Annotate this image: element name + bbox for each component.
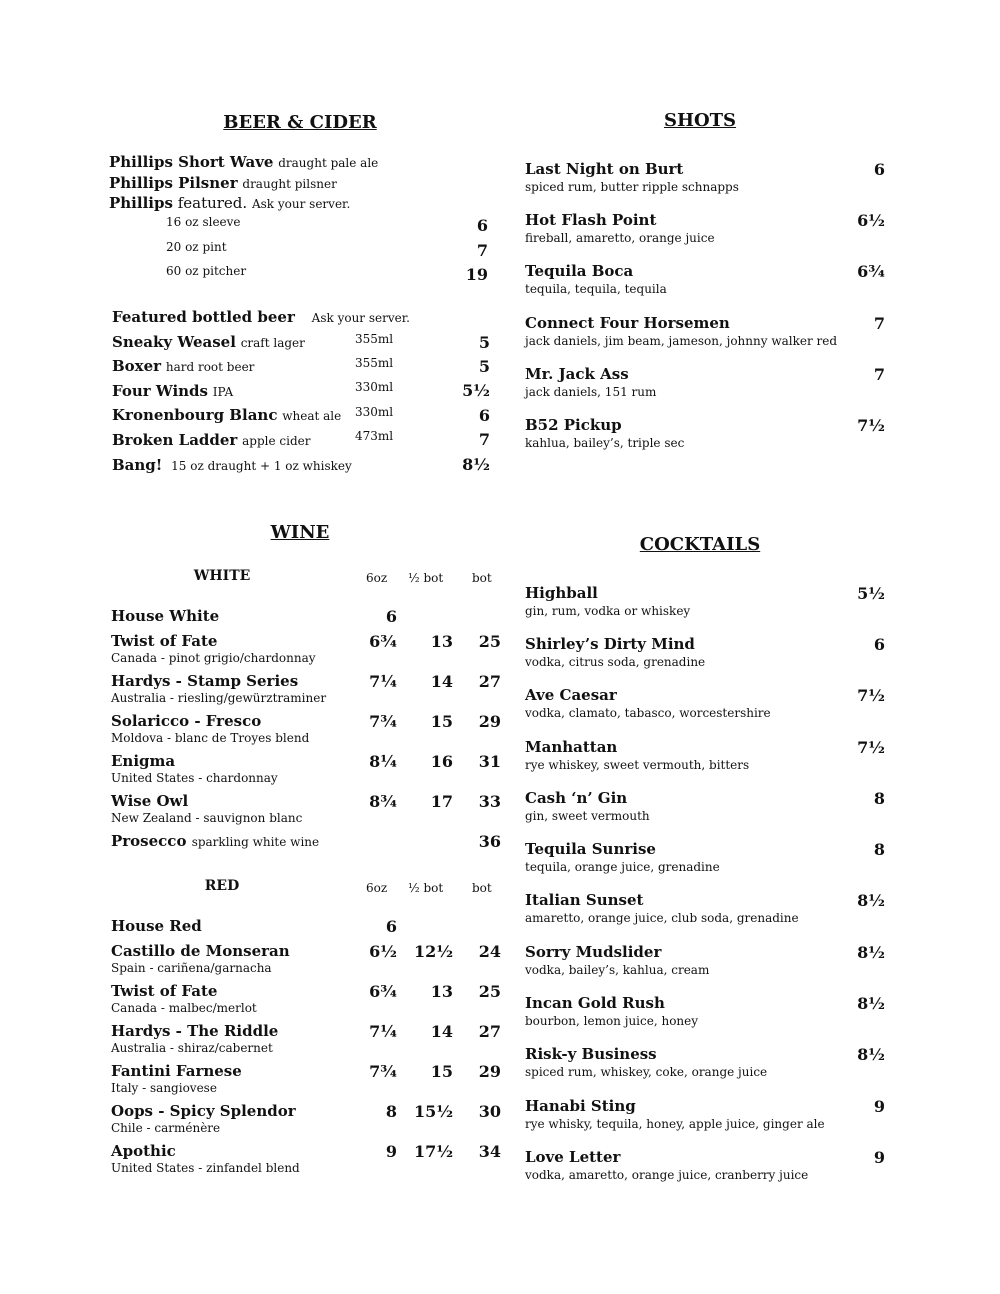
red-subheading: RED — [204, 878, 240, 894]
cocktail-item: Ave Caesar vodka, clamato, tabasco, worcestershire 7½ — [525, 686, 885, 720]
wine-heading: WINE — [270, 522, 330, 543]
phillips-pilsner: Phillips Pilsner draught pilsner — [109, 174, 337, 192]
bottle-volume: 473ml — [355, 429, 394, 443]
shot-item: Hot Flash Point fireball, amaretto, orange juice 6½ — [525, 211, 885, 245]
wine-item: Oops - Spicy Splendor Chile - carménère 8 15½ 30 — [111, 1102, 501, 1135]
wine-item: Twist of Fate Canada - malbec/merlot 6¾ 13 25 — [111, 982, 501, 1015]
col-half-bot: ½ bot — [408, 571, 444, 585]
wine-item: Fantini Farnese Italy - sangiovese 7¾ 15 29 — [111, 1062, 501, 1095]
wine-item: House White 6 — [111, 607, 397, 626]
col-bot: bot — [472, 881, 492, 895]
beer-cider-heading: BEER & CIDER — [223, 112, 377, 133]
wine-item: Hardys - Stamp Series Australia - riesling/gewürztraminer 7¼ 14 27 — [111, 672, 501, 705]
wine-item: House Red 6 — [111, 917, 397, 936]
size-sleeve-price: 6 — [476, 216, 488, 235]
bang-price: 8½ — [462, 455, 490, 474]
cocktail-item: Shirley’s Dirty Mind vodka, citrus soda, grenadine 6 — [525, 635, 885, 669]
cocktail-item: Highball gin, rum, vodka or whiskey 5½ — [525, 584, 885, 618]
col-bot: bot — [472, 571, 492, 585]
cocktail-item: Manhattan rye whiskey, sweet vermouth, bitters 7½ — [525, 738, 885, 772]
wine-item: Enigma United States - chardonnay 8¼ 16 31 — [111, 752, 501, 785]
size-pitcher-price: 19 — [465, 265, 488, 284]
bottle-row: Kronenbourg Blanc wheat ale — [112, 406, 342, 424]
prosecco-item: Prosecco sparkling white wine 36 — [111, 832, 501, 851]
size-pint-price: 7 — [476, 241, 488, 260]
col-6oz: 6oz — [366, 881, 388, 895]
cocktail-item: Sorry Mudslider vodka, bailey’s, kahlua, cream 8½ — [525, 943, 885, 977]
bottle-volume: 355ml — [355, 356, 394, 370]
wine-item: Solaricco - Fresco Moldova - blanc de Troyes blend 7¾ 15 29 — [111, 712, 501, 745]
shot-item: B52 Pickup kahlua, bailey’s, triple sec 7½ — [525, 416, 885, 450]
cocktail-item: Hanabi Sting rye whisky, tequila, honey, apple juice, ginger ale 9 — [525, 1097, 885, 1131]
bang-row: Bang! 15 oz draught + 1 oz whiskey — [112, 456, 352, 474]
phillips-short-wave: Phillips Short Wave draught pale ale — [109, 153, 379, 171]
shots-heading: SHOTS — [663, 110, 737, 131]
cocktail-item: Tequila Sunrise tequila, orange juice, grenadine 8 — [525, 840, 885, 874]
col-half-bot: ½ bot — [408, 881, 444, 895]
bottle-price: 5 — [478, 357, 490, 376]
phillips-featured: Phillips featured. Ask your server. — [109, 194, 351, 212]
bottle-row: Four Winds IPA — [112, 382, 234, 400]
white-subheading: WHITE — [193, 568, 251, 584]
cocktail-item: Risk-y Business spiced rum, whiskey, coke, orange juice 8½ — [525, 1045, 885, 1079]
wine-item: Twist of Fate Canada - pinot grigio/chardonnay 6¾ 13 25 — [111, 632, 501, 665]
bottle-volume: 330ml — [355, 405, 394, 419]
wine-item: Apothic United States - zinfandel blend 9 17½ 34 — [111, 1142, 501, 1175]
wine-item: Hardys - The Riddle Australia - shiraz/cabernet 7¼ 14 27 — [111, 1022, 501, 1055]
cocktail-item: Incan Gold Rush bourbon, lemon juice, honey 8½ — [525, 994, 885, 1028]
bottle-price: 7 — [478, 430, 490, 449]
col-6oz: 6oz — [366, 571, 388, 585]
size-sleeve: 16 oz sleeve — [166, 215, 241, 229]
size-pitcher: 60 oz pitcher — [166, 264, 247, 278]
cocktails-heading: COCKTAILS — [639, 534, 761, 555]
wine-item: Castillo de Monseran Spain - cariñena/garnacha 6½ 12½ 24 — [111, 942, 501, 975]
bottle-row: Broken Ladder apple cider — [112, 431, 311, 449]
featured-bottled-beer: Featured bottled beer Ask your server. — [112, 308, 410, 326]
size-pint: 20 oz pint — [166, 240, 227, 254]
shot-item: Last Night on Burt spiced rum, butter ripple schnapps 6 — [525, 160, 885, 194]
cocktail-item: Italian Sunset amaretto, orange juice, club soda, grenadine 8½ — [525, 891, 885, 925]
bottle-volume: 330ml — [355, 380, 394, 394]
cocktail-item: Cash ‘n’ Gin gin, sweet vermouth 8 — [525, 789, 885, 823]
bottle-price: 5 — [478, 333, 490, 352]
shot-item: Connect Four Horsemen jack daniels, jim beam, jameson, johnny walker red 7 — [525, 314, 885, 348]
bottle-row: Boxer hard root beer — [112, 357, 255, 375]
shot-item: Tequila Boca tequila, tequila, tequila 6¾ — [525, 262, 885, 296]
bottle-price: 5½ — [462, 381, 490, 400]
bottle-row: Sneaky Weasel craft lager — [112, 333, 305, 351]
cocktail-item: Love Letter vodka, amaretto, orange juice, cranberry juice 9 — [525, 1148, 885, 1182]
shot-item: Mr. Jack Ass jack daniels, 151 rum 7 — [525, 365, 885, 399]
wine-item: Wise Owl New Zealand - sauvignon blanc 8¾ 17 33 — [111, 792, 501, 825]
bottle-price: 6 — [478, 406, 490, 425]
bottle-volume: 355ml — [355, 332, 394, 346]
